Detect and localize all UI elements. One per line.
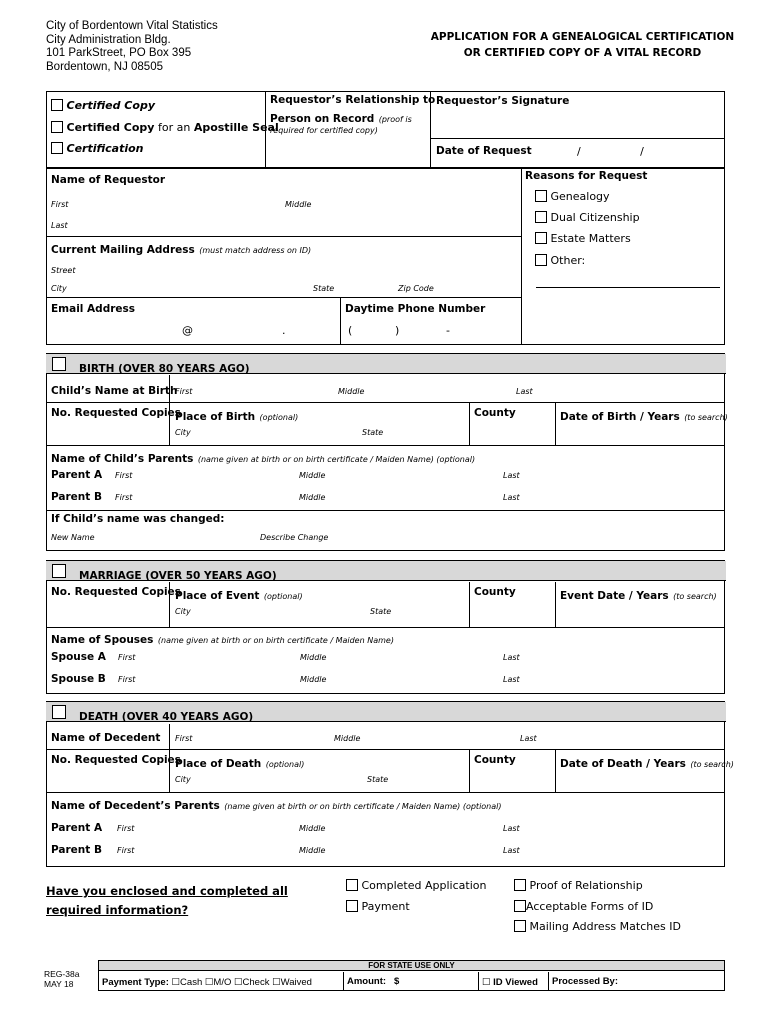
- child-first: First: [175, 387, 193, 396]
- waived-label: Waived: [280, 977, 312, 988]
- payment-checkbox[interactable]: [346, 900, 358, 912]
- birth-parent-b: Parent B: [51, 491, 102, 503]
- phone-close: ): [395, 324, 400, 337]
- address-line: Bordentown, NJ 08505: [46, 60, 163, 73]
- email-dot: .: [282, 324, 286, 337]
- child-middle: Middle: [338, 387, 365, 396]
- child-name-label: Child’s Name at Birth: [51, 385, 178, 397]
- birth-title: BIRTH (OVER 80 YEARS AGO): [79, 363, 250, 375]
- birth-state: State: [362, 428, 384, 437]
- form-title-line1: APPLICATION FOR A GENEALOGICAL CERTIFICATION: [430, 31, 735, 43]
- email-field[interactable]: [48, 318, 338, 343]
- genealogy-checkbox[interactable]: [535, 190, 547, 202]
- requestor-first: First: [51, 200, 69, 209]
- relationship-label: Requestor’s Relationship to: [270, 94, 436, 106]
- waived-checkbox[interactable]: ☐: [272, 977, 281, 988]
- parent-b-first: First: [115, 493, 133, 502]
- apostille-label-pre: Certified Copy: [66, 121, 155, 134]
- other-checkbox[interactable]: [535, 254, 547, 266]
- check-label: Check: [242, 977, 270, 988]
- place-of-death-optional: (optional): [265, 760, 305, 769]
- decedent-first: First: [175, 734, 193, 743]
- signature-label: Requestor’s Signature: [436, 95, 570, 107]
- spouse-a-middle: Middle: [300, 653, 327, 662]
- decedent-label: Name of Decedent: [51, 732, 161, 744]
- address-line: City of Bordentown Vital Statistics: [46, 20, 218, 32]
- mo-checkbox[interactable]: ☐: [204, 977, 214, 988]
- address-line: City Administration Bldg.: [46, 33, 171, 46]
- parent-a-middle: Middle: [299, 471, 326, 480]
- requestor-name-field[interactable]: [48, 190, 518, 234]
- event-to-search: (to search): [673, 592, 717, 601]
- phone-open: (: [348, 324, 353, 337]
- address-matches-label: Mailing Address Matches ID: [529, 920, 681, 933]
- parent-a-last: Last: [503, 471, 520, 480]
- dual-citizenship-checkbox[interactable]: [535, 211, 547, 223]
- cash-label: Cash: [180, 977, 203, 988]
- checklist-question-2: required information?: [46, 903, 189, 917]
- death-parent-b: Parent B: [51, 844, 102, 856]
- form-title-line2: OR CERTIFIED COPY OF A VITAL RECORD: [463, 47, 702, 59]
- mailing-address-note: (must match address on ID): [199, 246, 312, 255]
- certification-label: Certification: [66, 142, 144, 155]
- decedent-parents-label: Name of Decedent’s Parents: [51, 800, 220, 812]
- parent-a-first: First: [115, 471, 133, 480]
- reason-other: Other:: [550, 254, 586, 267]
- acceptable-id-checkbox[interactable]: [514, 900, 526, 912]
- parent-b-last: Last: [503, 493, 520, 502]
- reason-dual-citizenship: Dual Citizenship: [550, 211, 640, 224]
- birth-county-label: County: [474, 407, 516, 419]
- reason-estate-matters: Estate Matters: [550, 232, 631, 245]
- date-of-request-label: Date of Request: [436, 145, 532, 157]
- date-of-birth-label: Date of Birth / Years: [560, 411, 680, 423]
- marriage-title: MARRIAGE (OVER 50 YEARS AGO): [79, 570, 277, 582]
- completed-application-checkbox[interactable]: [346, 879, 358, 891]
- id-viewed-label: ID Viewed: [493, 977, 538, 988]
- apostille-checkbox[interactable]: [51, 121, 63, 133]
- death-checkbox[interactable]: [52, 705, 66, 719]
- spouse-b-label: Spouse B: [51, 673, 106, 685]
- death-city: City: [175, 775, 191, 784]
- death-parent-b-last: Last: [503, 846, 520, 855]
- mailing-address-field[interactable]: [48, 256, 518, 296]
- spouse-a-first: First: [118, 653, 136, 662]
- requestor-middle: Middle: [285, 200, 312, 209]
- new-name-label: New Name: [51, 533, 95, 542]
- death-copies-label: No. Requested Copies: [51, 754, 181, 766]
- estate-matters-checkbox[interactable]: [535, 232, 547, 244]
- payment-type-label: Payment Type:: [102, 977, 169, 988]
- amount-label: Amount: $: [347, 976, 400, 987]
- birth-copies-label: No. Requested Copies: [51, 407, 181, 419]
- check-checkbox[interactable]: ☐: [234, 977, 243, 988]
- dod-to-search: (to search): [690, 760, 734, 769]
- marriage-county-label: County: [474, 586, 516, 598]
- state-label: State: [313, 284, 335, 293]
- phone-label: Daytime Phone Number: [345, 303, 486, 315]
- checklist-question-1: Have you enclosed and completed all: [46, 884, 288, 898]
- event-date-label: Event Date / Years: [560, 590, 669, 602]
- spouse-a-last: Last: [503, 653, 520, 662]
- form-id: REG-38a: [44, 969, 80, 979]
- child-parents-label: Name of Child’s Parents: [51, 453, 194, 465]
- death-parent-b-middle: Middle: [299, 846, 326, 855]
- death-title: DEATH (OVER 40 YEARS AGO): [79, 711, 254, 723]
- apostille-label-mid: for an: [154, 121, 194, 134]
- relationship-label-2: Person on Record: [270, 113, 375, 125]
- parent-b-middle: Middle: [299, 493, 326, 502]
- place-of-death-label: Place of Death: [175, 758, 262, 770]
- address-matches-checkbox[interactable]: [514, 920, 526, 932]
- death-county-label: County: [474, 754, 516, 766]
- birth-parent-a: Parent A: [51, 469, 103, 481]
- marriage-city: City: [175, 607, 191, 616]
- date-of-death-label: Date of Death / Years: [560, 758, 686, 770]
- dob-to-search: (to search): [684, 413, 728, 422]
- phone-dash: -: [446, 324, 450, 337]
- requestor-name-label: Name of Requestor: [51, 174, 166, 186]
- child-parents-note: (name given at birth or on birth certificate / Maiden Name) (optional): [197, 455, 476, 464]
- mailing-address-label: Current Mailing Address: [51, 244, 195, 256]
- completed-application-label: Completed Application: [361, 879, 487, 892]
- birth-city: City: [175, 428, 191, 437]
- spouse-a-label: Spouse A: [51, 651, 106, 663]
- death-parent-a: Parent A: [51, 822, 103, 834]
- state-use-label: FOR STATE USE ONLY: [368, 961, 455, 970]
- marriage-checkbox[interactable]: [52, 564, 66, 578]
- zip-label: Zip Code: [398, 284, 434, 293]
- processed-by-label: Processed By:: [552, 976, 619, 987]
- other-reason-line[interactable]: [536, 287, 720, 288]
- cash-checkbox[interactable]: ☐: [171, 977, 181, 988]
- place-of-event-label: Place of Event: [175, 590, 260, 602]
- birth-checkbox[interactable]: [52, 357, 66, 371]
- certification-checkbox[interactable]: [51, 142, 63, 154]
- death-parent-a-first: First: [117, 824, 135, 833]
- death-parent-a-last: Last: [503, 824, 520, 833]
- id-viewed-checkbox[interactable]: ☐: [482, 977, 491, 988]
- death-parent-a-middle: Middle: [299, 824, 326, 833]
- death-parent-b-first: First: [117, 846, 135, 855]
- spouse-b-last: Last: [503, 675, 520, 684]
- spouses-label: Name of Spouses: [51, 634, 154, 646]
- name-changed-label: If Child’s name was changed:: [51, 513, 225, 525]
- email-label: Email Address: [51, 303, 136, 315]
- spouses-note: (name given at birth or on birth certificate / Maiden Name): [157, 636, 394, 645]
- reasons-label: Reasons for Request: [525, 170, 648, 182]
- certified-copy-label: Certified Copy: [66, 99, 155, 112]
- certified-copy-checkbox[interactable]: [51, 99, 63, 111]
- place-of-event-optional: (optional): [263, 592, 303, 601]
- date-separators: / /: [577, 145, 644, 158]
- apostille-label-post: Apostille Seal: [193, 121, 279, 134]
- death-section: [46, 701, 725, 867]
- proof-of-relationship-label: Proof of Relationship: [529, 879, 643, 892]
- city-label: City: [51, 284, 67, 293]
- decedent-last: Last: [520, 734, 537, 743]
- child-last: Last: [516, 387, 533, 396]
- decedent-parents-note: (name given at birth or on birth certificate / Maiden Name) (optional): [224, 802, 502, 811]
- place-of-birth-optional: (optional): [259, 413, 299, 422]
- form-title: [430, 29, 735, 61]
- marriage-copies-label: No. Requested Copies: [51, 586, 181, 598]
- describe-change-label: Describe Change: [260, 533, 329, 542]
- payment-label: Payment: [361, 900, 410, 913]
- email-at: @: [182, 324, 193, 337]
- death-state: State: [367, 775, 389, 784]
- relationship-note: (proof is: [378, 115, 412, 124]
- address-line: 101 ParkStreet, PO Box 395: [46, 47, 192, 59]
- phone-field[interactable]: [342, 318, 518, 343]
- mo-label: M/O: [213, 977, 232, 988]
- relationship-note-2: required for certified copy): [270, 126, 378, 135]
- form-date: MAY 18: [44, 979, 74, 989]
- spouse-b-middle: Middle: [300, 675, 327, 684]
- place-of-birth-label: Place of Birth: [175, 411, 256, 423]
- acceptable-id-label: Acceptable Forms of ID: [526, 900, 654, 913]
- reason-genealogy: Genealogy: [550, 190, 610, 203]
- marriage-state: State: [370, 607, 392, 616]
- requestor-last: Last: [51, 221, 68, 230]
- street-label: Street: [51, 266, 76, 275]
- spouse-b-first: First: [118, 675, 136, 684]
- agency-address: [46, 20, 218, 74]
- decedent-middle: Middle: [334, 734, 361, 743]
- proof-of-relationship-checkbox[interactable]: [514, 879, 526, 891]
